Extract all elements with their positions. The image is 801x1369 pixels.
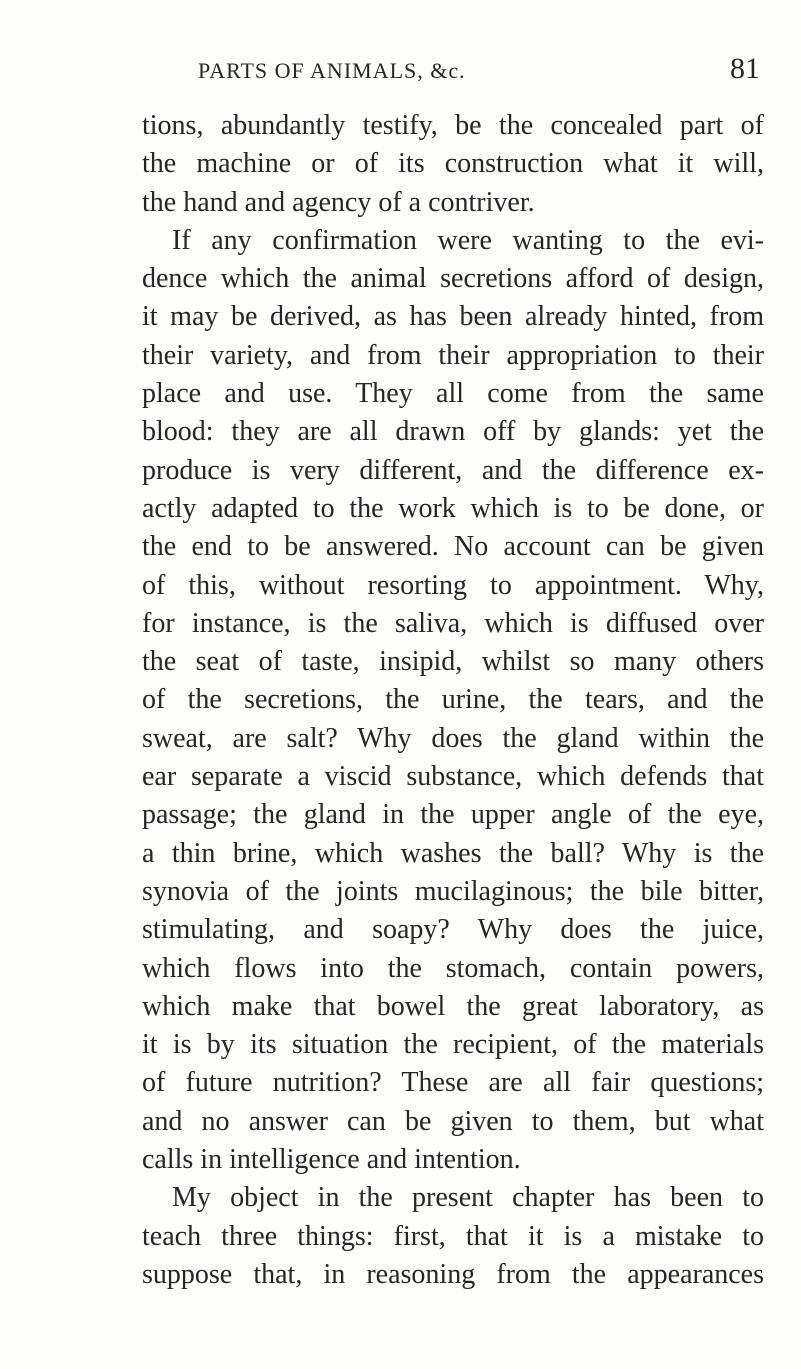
text-line: of future nutrition? These are all fair questions; — [142, 1067, 764, 1099]
text-line: produce is very different, and the difference ex- — [142, 454, 764, 486]
text-line: dence which the animal secretions afford of design, — [142, 263, 764, 295]
body-text — [142, 107, 764, 1294]
text-line: the seat of taste, insipid, whilst so many others — [142, 646, 764, 678]
text-line: the hand and agency of a contriver. — [142, 186, 535, 218]
text-line: teach three things: first, that it is a mistake to — [142, 1220, 764, 1252]
text-line: My object in the present chapter has been to — [172, 1182, 764, 1214]
text-line: stimulating, and soapy? Why does the juice, — [142, 914, 764, 946]
text-line: of the secretions, the urine, the tears, and the — [142, 684, 764, 716]
text-line: for instance, is the saliva, which is diffused over — [142, 607, 764, 639]
text-line: it is by its situation the recipient, of the materials — [142, 1029, 764, 1061]
running-head — [140, 52, 760, 92]
text-line: blood: they are all drawn off by glands: yet the — [142, 416, 764, 448]
running-title: PARTS OF ANIMALS, &c. — [198, 58, 466, 83]
text-line: calls in intelligence and intention. — [142, 1144, 521, 1176]
text-line: passage; the gland in the upper angle of the eye, — [142, 799, 764, 831]
text-line: actly adapted to the work which is to be done, or — [142, 492, 764, 524]
text-line: sweat, are salt? Why does the gland within the — [142, 722, 764, 754]
text-line: which flows into the stomach, contain powers, — [142, 952, 764, 984]
text-line: their variety, and from their appropriation to their — [142, 339, 764, 371]
text-line: tions, abundantly testify, be the concealed part of — [142, 110, 764, 141]
text-line: which make that bowel the great laboratory, as — [142, 990, 764, 1022]
text-line: a thin brine, which washes the ball? Why is the — [142, 837, 764, 869]
text-line: the machine or of its construction what it will, — [142, 148, 764, 180]
page-number: 81 — [730, 52, 760, 85]
text-line: suppose that, in reasoning from the appearances — [142, 1258, 764, 1290]
text-line: ear separate a viscid substance, which defends that — [142, 761, 764, 793]
text-line: the end to be answered. No account can be given — [142, 531, 764, 563]
text-line: place and use. They all come from the same — [142, 378, 764, 410]
text-line: If any confirmation were wanting to the evi- — [172, 224, 764, 256]
text-line: it may be derived, as has been already hinted, from — [142, 301, 764, 333]
text-line: and no answer can be given to them, but what — [142, 1105, 764, 1137]
text-line: synovia of the joints mucilaginous; the bile bitter, — [142, 875, 764, 907]
text-line: of this, without resorting to appointment. Why, — [142, 569, 764, 601]
